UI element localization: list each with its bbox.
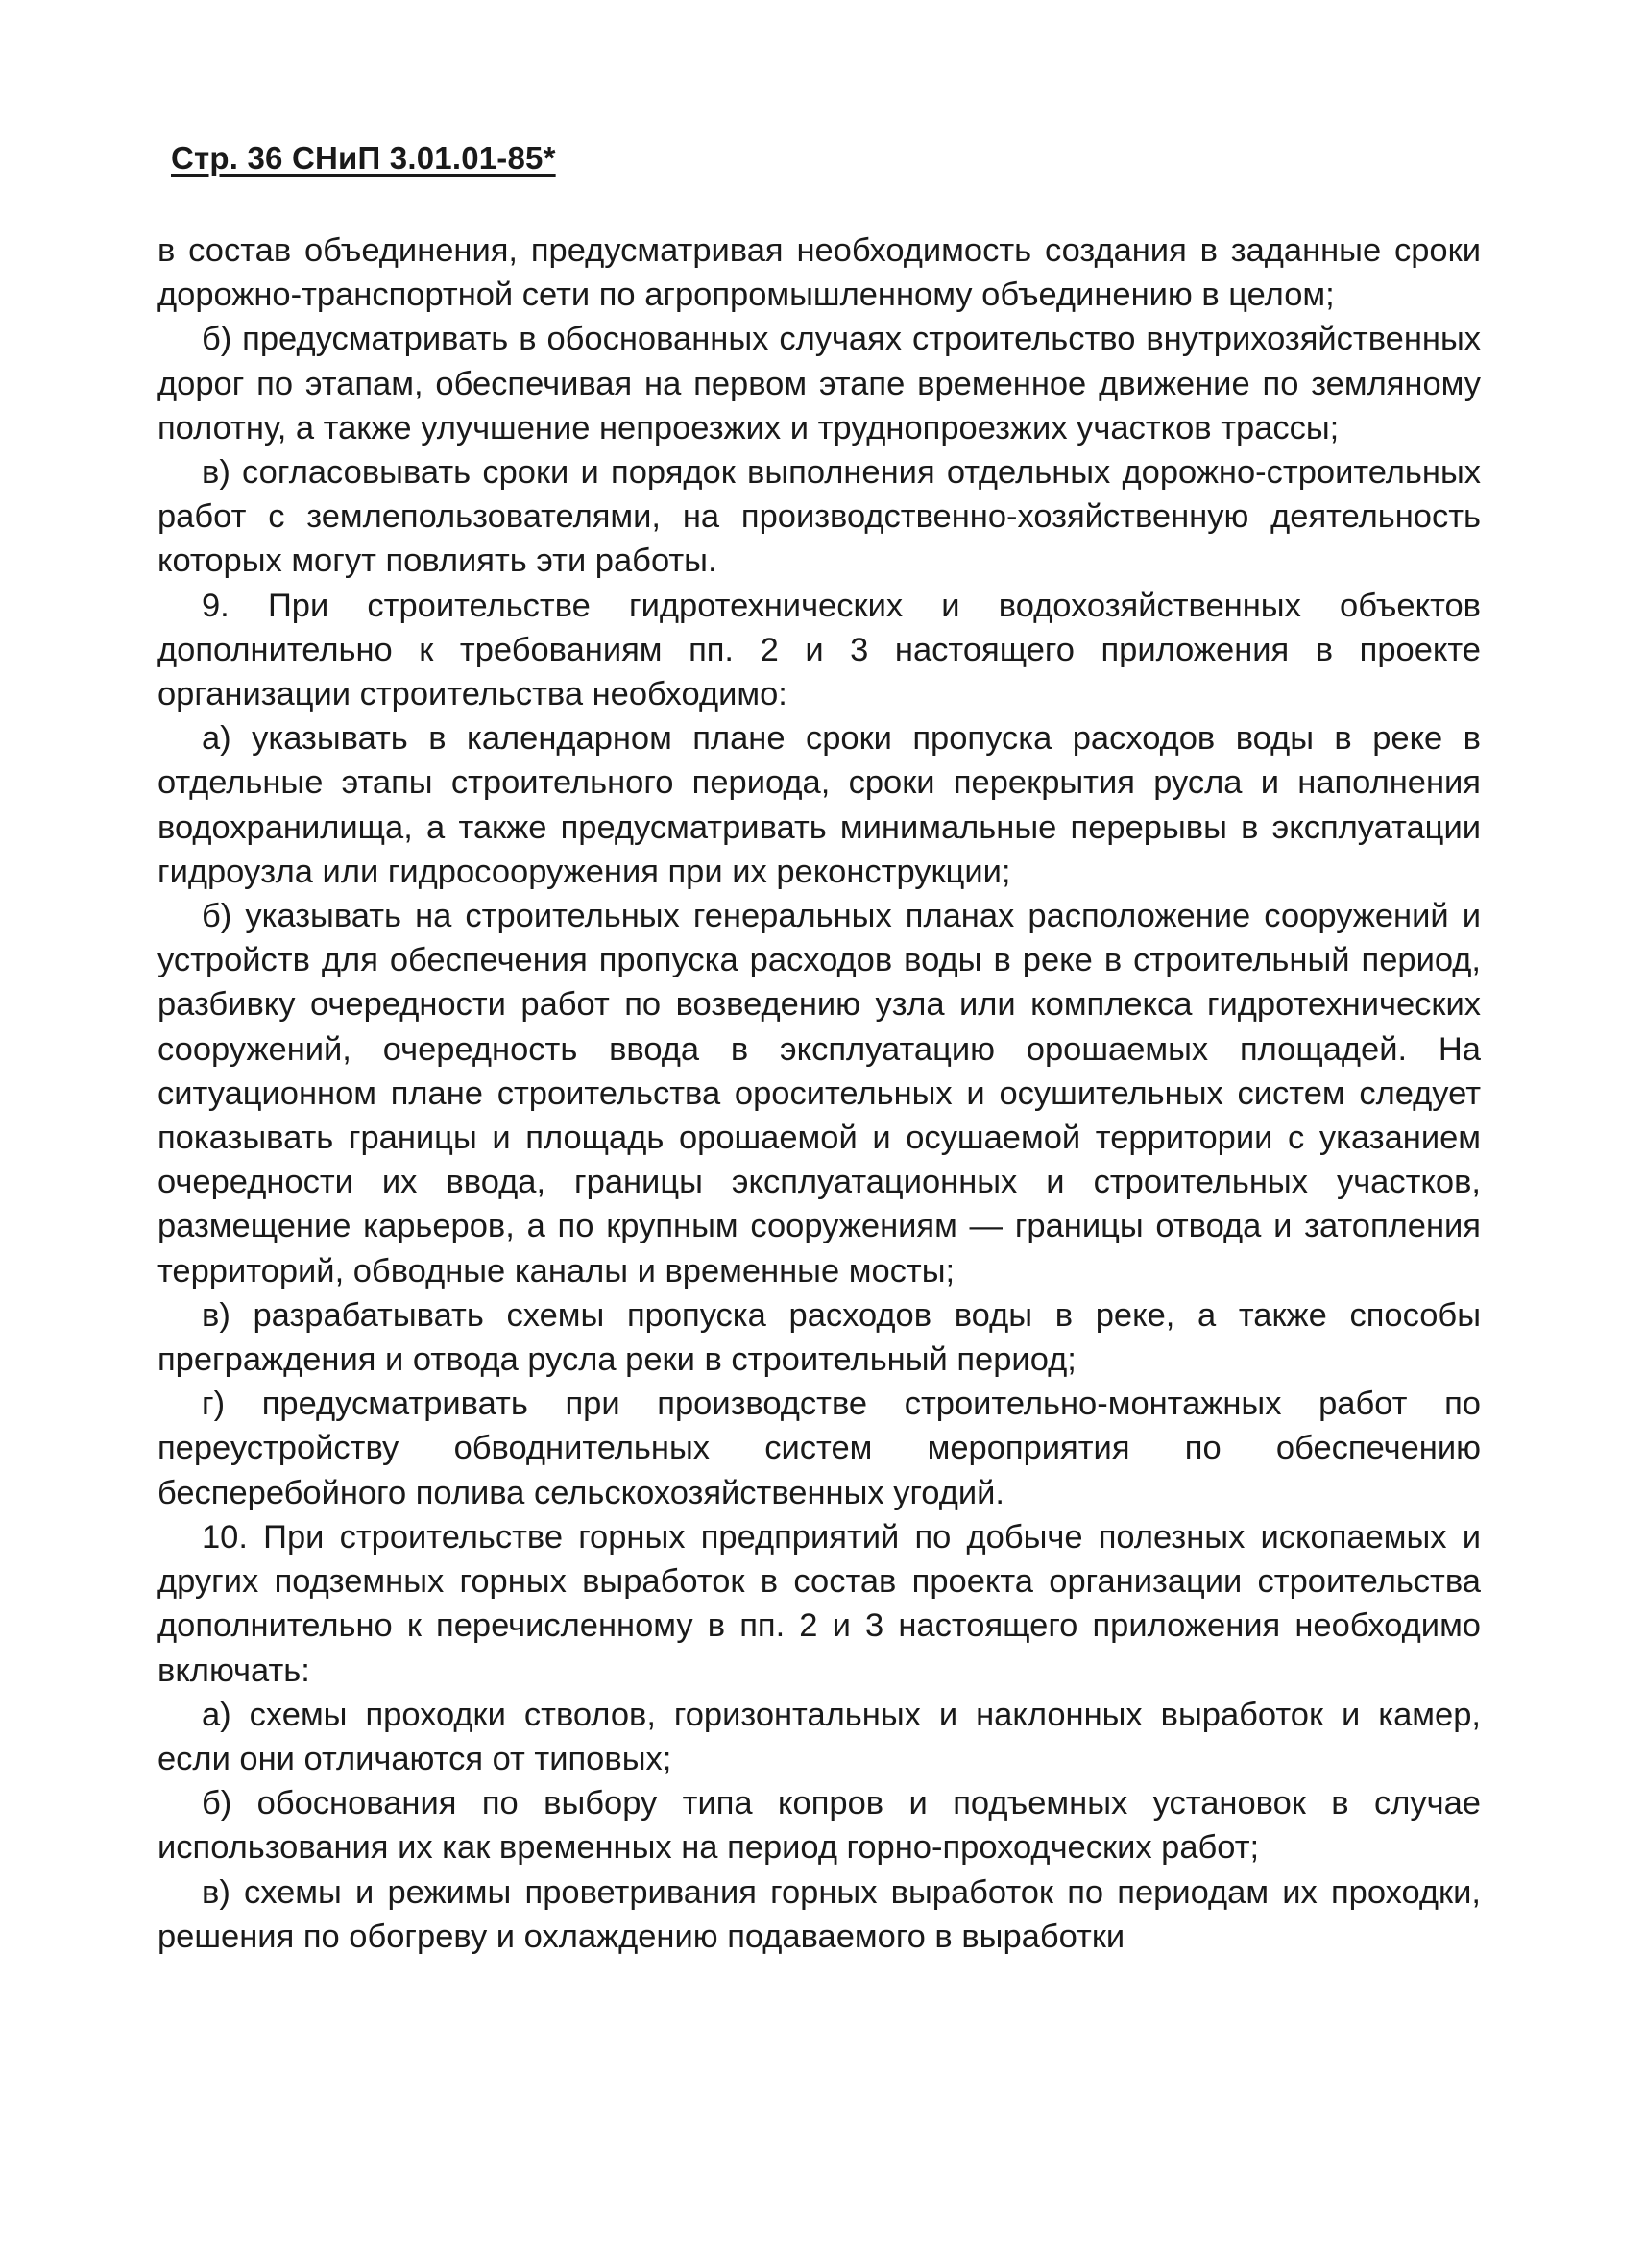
paragraph: в) разрабатывать схемы пропуска расходов воды в реке, а также способы преграждения и отвода русла реки в строительный период; <box>157 1296 1481 1379</box>
paragraph: а) указывать в календарном плане сроки пропуска расходов воды в реке в отдельные этапы строительного периода, сроки перекрытия русла и наполнения водохранилища, а также предусматривать минимальные перерывы в эксплуатации гидроузла или гидросооружения при их реконструкции; <box>157 720 1481 890</box>
paragraph: г) предусматривать при производстве строительно-монтажных работ по переустройству обводнительных систем мероприятия по обеспечению бесперебойного полива сельскохозяйственных угодий. <box>157 1386 1481 1511</box>
paragraph: 9. При строительстве гидротехнических и водохозяйственных объектов дополнительно к требованиям пп. 2 и 3 настоящего приложения в проекте организации строительства необходимо: <box>157 587 1481 713</box>
page-header: Стр. 36 СНиП 3.01.01-85* <box>171 140 556 176</box>
paragraph: 10. При строительстве горных предприятий по добыче полезных ископаемых и других подземных горных выработок в состав проекта организации строительства дополнительно к перечисленному в пп. 2 и 3 настоящего приложения необходимо включать: <box>157 1518 1481 1689</box>
document-body <box>157 229 1481 1959</box>
paragraph: в) схемы и режимы проветривания горных выработок по периодам их проходки, решения по обогреву и охлаждению подаваемого в выработки <box>157 1873 1481 1955</box>
paragraph: в состав объединения, предусматривая необходимость создания в заданные сроки дорожно-транспортной сети по агропромышленному объединению в целом; <box>157 232 1481 314</box>
paragraph: в) согласовывать сроки и порядок выполнения отдельных дорожно-строительных работ с землепользователями, на производственно-хозяйственную деятельность которых могут повлиять эти работы. <box>157 454 1481 580</box>
paragraph: б) предусматривать в обоснованных случаях строительство внутрихозяйственных дорог по этапам, обеспечивая на первом этапе временное движение по земляному полотну, а также улучшение непроезжих и труднопроезжих участков трассы; <box>157 321 1481 446</box>
paragraph: а) схемы проходки стволов, горизонтальных и наклонных выработок и камер, если они отличаются от типовых; <box>157 1696 1481 1777</box>
paragraph: б) обоснования по выбору типа копров и подъемных установок в случае использования их как временных на период горно-проходческих работ; <box>157 1785 1481 1867</box>
paragraph: б) указывать на строительных генеральных планах расположение сооружений и устройств для обеспечения пропуска расходов воды в реке в строительный период, разбивку очередности работ по возведению узла или комплекса гидротехнических сооружений, очередность ввода в эксплуатацию орошаемых площадей. На ситуационном плане строительства оросительных и осушительных систем следует показывать границы и площадь орошаемой и осушаемой территории с указанием очередности их ввода, границы эксплуатационных и строительных участков, размещение карьеров, а по крупным сооружениям — границы отвода и затопления территорий, обводные каналы и временные мосты; <box>157 898 1481 1290</box>
